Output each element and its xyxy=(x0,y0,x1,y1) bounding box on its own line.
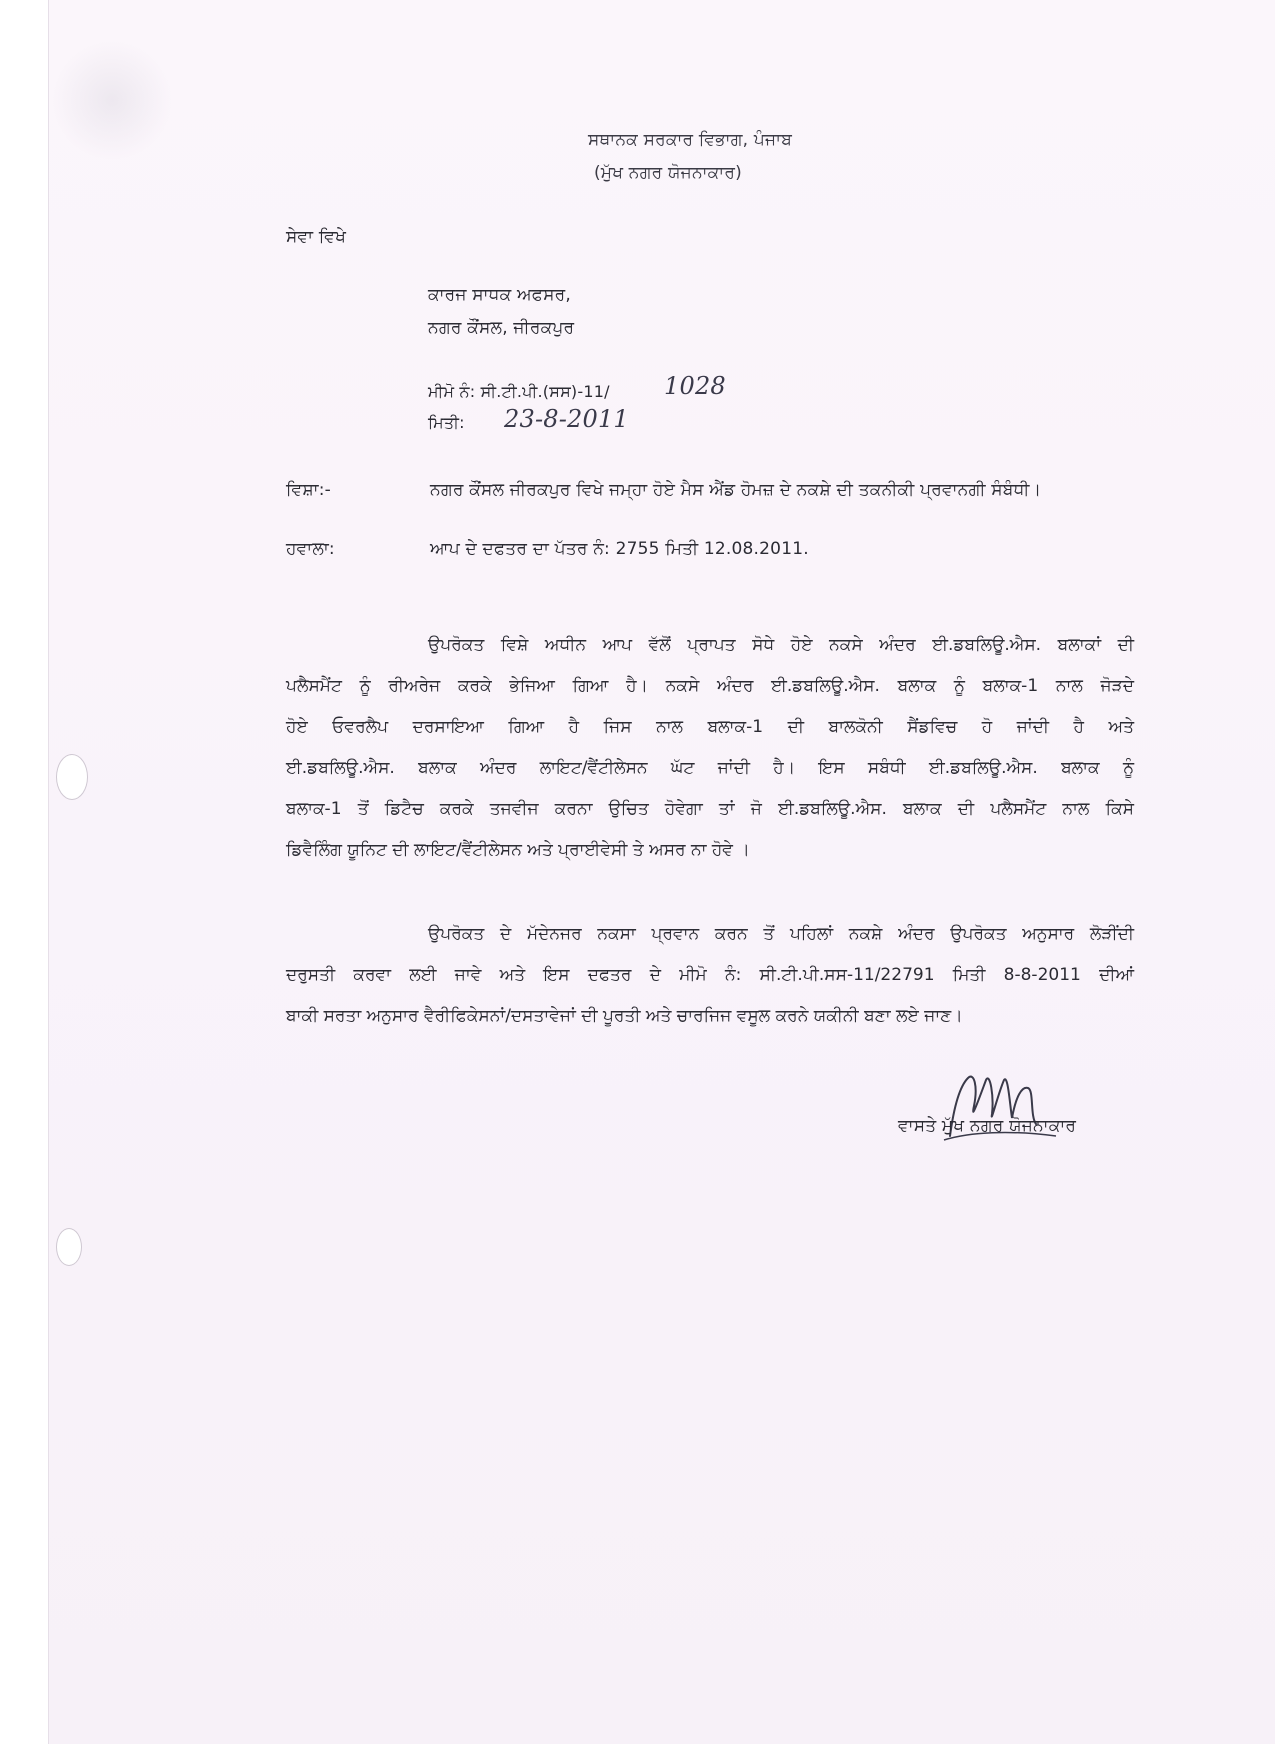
reference-label: ਹਵਾਲਾ: xyxy=(286,539,335,559)
recipient-line-2: ਨਗਰ ਕੌਂਸਲ, ਜੀਰਕਪੁਰ xyxy=(428,318,575,338)
body-paragraph-1 xyxy=(286,625,1134,871)
signature-line: ਵਾਸਤੇ ਮੁੱਖ ਨਗਰ ਯੋਜਨਾਕਾਰ xyxy=(898,1116,1077,1136)
recipient-line-1: ਕਾਰਜ ਸਾਧਕ ਅਫਸਰ, xyxy=(428,285,571,305)
salutation: ਸੇਵਾ ਵਿਖੇ xyxy=(286,227,347,247)
paper-sheet xyxy=(48,0,1275,1744)
date-handwritten: 23-8-2011 xyxy=(504,405,629,433)
paragraph-line: ਡਿਵੈਲਿੰਗ ਯੂਨਿਟ ਦੀ ਲਾਇਟ/ਵੈਂਟੀਲੇਸਨ ਅਤੇ ਪ੍ਰਾਈਵੇਸੀ ਤੇ ਅਸਰ ਨਾ ਹੋਵੇ । xyxy=(286,840,750,860)
paragraph-line: ਬਾਕੀ ਸਰਤਾ ਅਨੁਸਾਰ ਵੈਰੀਫਿਕੇਸਨਾਂ/ਦਸਤਾਵੇਜਾਂ ਦੀ ਪੂਰਤੀ ਅਤੇ ਚਾਰਜਿਜ ਵਸੂਲ ਕਰਨੇ ਯਕੀਨੀ ਬਣਾ ਲਏ ਜਾਣ। xyxy=(286,1006,963,1026)
punch-hole xyxy=(56,1228,82,1266)
body-paragraph-2 xyxy=(286,914,1134,1037)
punch-hole xyxy=(56,754,88,800)
subject-label: ਵਿਸ਼ਾ:- xyxy=(286,480,331,500)
paragraph-line: ਦਰੁਸਤੀ ਕਰਵਾ ਲਈ ਜਾਵੇ ਅਤੇ ਇਸ ਦਫਤਰ ਦੇ ਮੀਮੋ ਨੰ: ਸੀ.ਟੀ.ਪੀ.ਸਸ-11/22791 ਮਿਤੀ 8-8-2011 ਦੀਆਂ xyxy=(286,965,1134,985)
paragraph-line: ਹੋਏ ਓਵਰਲੈਪ ਦਰਸਾਇਆ ਗਿਆ ਹੈ ਜਿਸ ਨਾਲ ਬਲਾਕ-1 ਦੀ ਬਾਲਕੋਨੀ ਸੈਂਡਵਿਚ ਹੋ ਜਾਂਦੀ ਹੈ ਅਤੇ xyxy=(286,717,1134,737)
reference-text: ਆਪ ਦੇ ਦਫਤਰ ਦਾ ਪੱਤਰ ਨੰ: 2755 ਮਿਤੀ 12.08.2011. xyxy=(430,539,809,559)
paragraph-line: ਬਲਾਕ-1 ਤੋਂ ਡਿਟੈਚ ਕਰਕੇ ਤਜਵੀਜ ਕਰਨਾ ਉਚਿਤ ਹੋਵੇਗਾ ਤਾਂ ਜੋ ਈ.ਡਬਲਿਊ.ਐਸ. ਬਲਾਕ ਦੀ ਪਲੈਸਮੈਂਟ ਨਾਲ ਕਿਸੇ xyxy=(286,799,1134,819)
paragraph-line: ਈ.ਡਬਲਿਊ.ਐਸ. ਬਲਾਕ ਅੰਦਰ ਲਾਇਟ/ਵੈਂਟੀਲੇਸਨ ਘੱਟ ਜਾਂਦੀ ਹੈ। ਇਸ ਸਬੰਧੀ ਈ.ਡਬਲਿਊ.ਐਸ. ਬਲਾਕ ਨੂੰ xyxy=(286,758,1134,778)
office-heading: (ਮੁੱਖ ਨਗਰ ਯੋਜਨਾਕਾਰ) xyxy=(594,163,742,183)
memo-number-handwritten: 1028 xyxy=(664,372,726,400)
subject-text: ਨਗਰ ਕੌਂਸਲ ਜੀਰਕਪੁਰ ਵਿਖੇ ਜਮ੍ਹਾ ਹੋਏ ਮੈਸ ਐਂਡ ਹੋਮਜ਼ ਦੇ ਨਕਸ਼ੇ ਦੀ ਤਕਨੀਕੀ ਪ੍ਰਵਾਨਗੀ ਸੰਬੰਧੀ। xyxy=(430,480,1042,500)
date-label: ਮਿਤੀ: xyxy=(428,413,465,432)
paragraph-line: ਉਪਰੋਕਤ ਵਿਸ਼ੇ ਅਧੀਨ ਆਪ ਵੱਲੋਂ ਪ੍ਰਾਪਤ ਸੋਧੇ ਹੋਏ ਨਕਸੇ ਅੰਦਰ ਈ.ਡਬਲਿਊ.ਐਸ. ਬਲਾਕਾਂ ਦੀ xyxy=(428,635,1134,655)
memo-label: ਮੀਮੋ ਨੰ: ਸੀ.ਟੀ.ਪੀ.(ਸਸ)-11/ xyxy=(428,382,610,401)
paper-stain xyxy=(52,40,172,160)
paragraph-line: ਉਪਰੋਕਤ ਦੇ ਮੱਦੇਨਜਰ ਨਕਸਾ ਪ੍ਰਵਾਨ ਕਰਨ ਤੋਂ ਪਹਿਲਾਂ ਨਕਸ਼ੇ ਅੰਦਰ ਉਪਰੋਕਤ ਅਨੁਸਾਰ ਲੋੜੀਂਦੀ xyxy=(428,924,1134,944)
department-heading: ਸਥਾਨਕ ਸਰਕਾਰ ਵਿਭਾਗ, ਪੰਜਾਬ xyxy=(588,130,793,150)
paragraph-line: ਪਲੈਸਮੈਂਟ ਨੂੰ ਰੀਅਰੇਜ ਕਰਕੇ ਭੇਜਿਆ ਗਿਆ ਹੈ। ਨਕਸੇ ਅੰਦਰ ਈ.ਡਬਲਿਊ.ਐਸ. ਬਲਾਕ ਨੂੰ ਬਲਾਕ-1 ਨਾਲ ਜੋੜਦੇ xyxy=(286,676,1134,696)
